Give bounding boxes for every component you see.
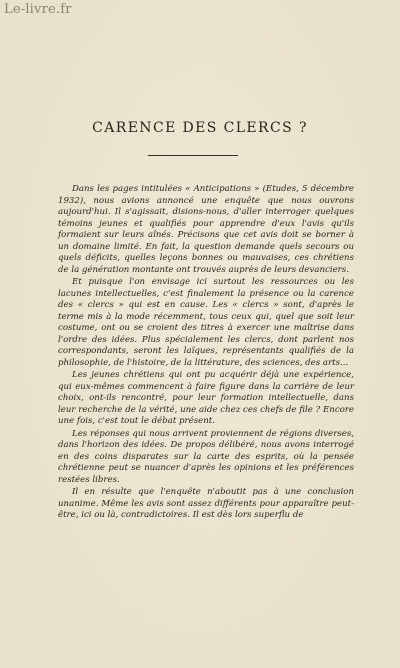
article-title: CARENCE DES CLERCS ? xyxy=(92,120,308,136)
title-divider xyxy=(148,155,238,156)
paragraph: Il en résulte que l'enquête n'aboutit pas à une conclusion unanime. Même les avis sont assez différents pour apparaître peut-être, ici ou là, contradictoires. Il est dès lors superflu de xyxy=(58,487,354,520)
watermark-text: Le-livre.fr xyxy=(4,2,72,17)
paragraph: Et puisque l'on envisage ici surtout les ressources ou les lacunes intellectuelles, c'est finalement la présence ou la carence des « clercs » qui est en cause. Les « clercs » sont, d'après le terme mis à la mode récemment, tous ceux qui, quel que soit leur costume, ont ou se croient des titres à exercer une maîtrise dans l'ordre des idées. Plus spécialement les clercs, dont parlent nos correspondants, seront les laïques, représentants qualifiés de la philosophie, de l'histoire, de la littérature, des sciences, des arts... xyxy=(58,277,354,368)
paragraph: Dans les pages intitulées « Anticipations » (Etudes, 5 décembre 1932), nous avions annoncé une enquête que nous ouvrons aujourd'hui. Il s'agissait, disions-nous, d'aller interroger quelques témoins jeunes et qualifiés pour apprendre d'eux l'avis qu'ils formaient sur leurs aînés. Précisons que cet avis doit se borner à un domaine limité. En fait, la question demande quels secours ou quels déficits, quelles leçons bonnes ou mauvaises, ces chrétiens de la génération montante ont trouvés auprès de leurs devanciers. xyxy=(58,184,354,275)
paragraph: Les jeunes chrétiens qui ont pu acquérir déjà une expérience, qui eux-mêmes commencent à faire figure dans la carrière de leur choix, ont-ils rencontré, pour leur formation intellectuelle, dans leur recherche de la vérité, une aide chez ces chefs de file ? Encore une fois, c'est tout le débat présent. xyxy=(58,370,354,426)
paragraph: Les réponses qui nous arrivent proviennent de régions diverses, dans l'horizon des idées. De propos délibéré, nous avons interrogé en des coins disparates sur la carte des esprits, où la pensée chrétienne peut se nuancer d'après les opinions et les préférences restées libres. xyxy=(58,428,354,485)
article-body xyxy=(58,184,354,523)
